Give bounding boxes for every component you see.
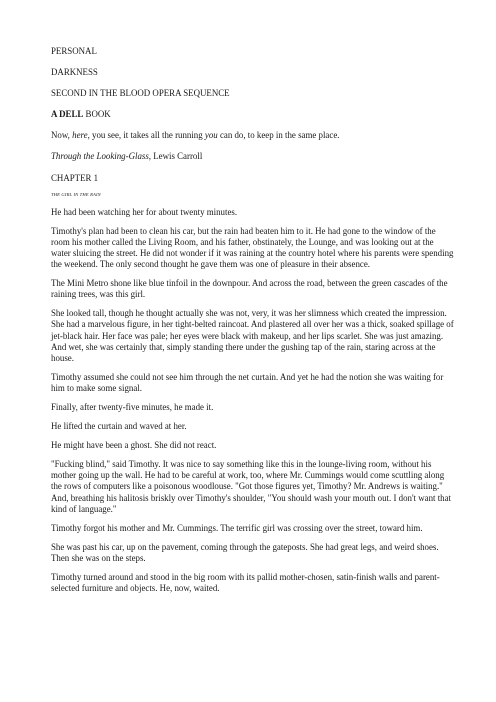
epigraph-text-3: can do, to keep in the same place. <box>217 130 340 141</box>
epigraph-text-1: Now, <box>51 130 73 141</box>
label-personal: PERSONAL <box>51 46 97 56</box>
epigraph-emphasis-you: you <box>204 130 218 141</box>
chapter-subtitle: THE GIRL IN THE RAIN <box>51 191 101 197</box>
body-paragraph-12: Timothy turned around and stood in the big room with its pallid mother-chosen, satin-finish walls and parent-selected furniture and objects. He, now, waited. <box>51 572 440 594</box>
body-paragraph-1: He had been watching her for about twenty minutes. <box>51 206 238 217</box>
epigraph-source-title: Through the Looking-Glass <box>51 151 149 162</box>
publisher-name: A DELL <box>51 109 84 120</box>
epigraph-source-author: , Lewis Carroll <box>148 151 203 162</box>
body-paragraph-6: Finally, after twenty-five minutes, he made it. <box>51 401 214 412</box>
body-paragraph-5: Timothy assumed she could not see him through the net curtain. And yet he had the notion she was waiting for him to make some signal. <box>51 371 444 393</box>
body-paragraph-2: Timothy's plan had been to clean his car, but the rain had beaten him to it. He had gone to the window of the room his mother called the Living Room, and his father, obstinately, the Lounge, and was looking out at the water sluicing the street. He did not wonder if it was raining at the country hotel where his parents were spending the weekend. The only second thought he gave them was one of pleasure in their absence. <box>51 225 454 270</box>
publisher-line <box>51 109 454 120</box>
epigraph-quote <box>51 130 454 141</box>
body-paragraph-7: He lifted the curtain and waved at her. <box>51 421 187 432</box>
body-paragraph-8: He might have been a ghost. She did not react. <box>51 440 217 451</box>
series-line: SECOND IN THE BLOOD OPERA SEQUENCE <box>51 88 230 99</box>
body-paragraph-11: She was past his car, up on the pavement, coming through the gateposts. She had great legs, and weird shoes. Then she was on the steps. <box>51 541 439 563</box>
body-paragraph-3: The Mini Metro shone like blue tinfoil in the downpour. And across the road, between the green cascades of the raining trees, was this girl. <box>51 278 448 300</box>
chapter-heading: CHAPTER 1 <box>51 172 99 183</box>
label-darkness: DARKNESS <box>51 67 98 78</box>
epigraph-source <box>51 151 454 162</box>
epigraph-emphasis-here: here <box>72 130 88 141</box>
epigraph-text-2: , you see, it takes all the running <box>87 130 205 141</box>
body-paragraph-4: She looked tall, though he thought actually she was not, very, it was her slimness which created the impression. She had a marvelous figure, in her tight-belted raincoat. And plastered all over her was a thick, soaked spillage of jet-black hair. Her face was pale; her eyes were black with makeup, and her lips scarlet. She was just amazing. And wet, she was certainly that, simply standing there under the gushing tap of the rain, staring across at the house. <box>51 308 454 363</box>
publisher-suffix: BOOK <box>83 109 111 120</box>
body-paragraph-10: Timothy forgot his mother and Mr. Cummings. The terrific girl was crossing over the street, toward him. <box>51 522 423 533</box>
body-paragraph-9: "Fucking blind," said Timothy. It was nice to say something like this in the lounge-living room, without his mother going up the wall. He had to be careful at work, too, where Mr. Cummings would come scuttling along the rows of computers like a poisonous woodlouse. "Got those figures yet, Timothy? Mr. Andrews is waiting." And, breathing his halitosis briskly over Timothy's shoulder, "You should wash your mouth out. I don't want that kind of language." <box>51 459 452 514</box>
